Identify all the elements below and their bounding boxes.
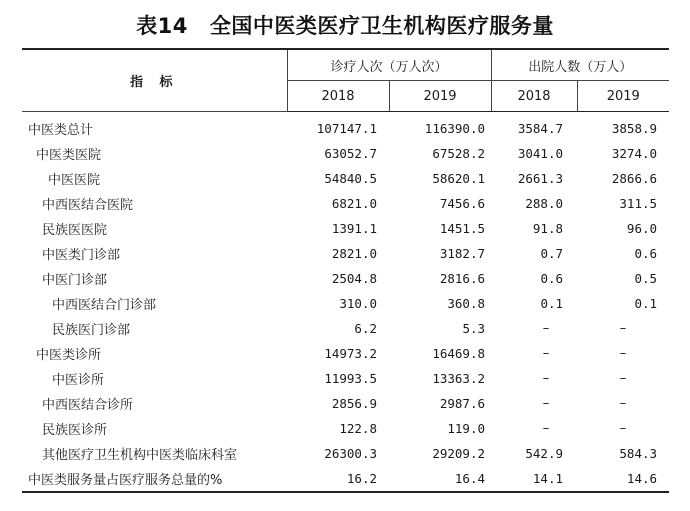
table-row	[22, 316, 669, 341]
cell-visits-2018: 11993.5	[324, 371, 377, 386]
table-row	[22, 291, 669, 316]
cell-discharges-2019: –	[619, 371, 627, 386]
year-header-visits-2018: 2018	[287, 81, 389, 112]
table-row	[22, 441, 669, 466]
cell-discharges-2019: –	[619, 396, 627, 411]
cell-discharges-2019: 311.5	[619, 196, 658, 211]
service-volume-table	[22, 48, 669, 493]
cell-visits-2019: 2816.6	[439, 271, 486, 286]
row-label: 中医诊所	[52, 373, 105, 388]
table-body	[22, 112, 669, 493]
cell-visits-2018: 310.0	[339, 296, 377, 311]
table-row	[22, 216, 669, 241]
table-row	[22, 191, 669, 216]
cell-visits-2018: 14973.2	[324, 346, 377, 361]
cell-discharges-2018: 542.9	[525, 446, 564, 461]
row-label: 中医门诊部	[42, 273, 108, 288]
row-label: 中医类服务量占医疗服务总量的%	[22, 466, 287, 492]
cell-discharges-2018: 0.1	[540, 296, 564, 311]
cell-visits-2018: 63052.7	[324, 146, 377, 161]
cell-visits-2019: 1451.5	[439, 221, 486, 236]
cell-visits-2019: 29209.2	[432, 446, 486, 461]
cell-visits-2019: 67528.2	[432, 146, 486, 161]
cell-visits-2018: 107147.1	[316, 120, 377, 136]
cell-visits-2019: 2987.6	[439, 396, 486, 411]
table-row	[22, 112, 669, 142]
row-label: 民族医医院	[42, 223, 108, 238]
table-caption: 全国中医类医疗卫生机构医疗服务量	[209, 14, 554, 38]
cell-visits-2018: 2504.8	[331, 271, 377, 286]
row-label: 中医类诊所	[36, 348, 102, 363]
cell-visits-2018: 54840.5	[324, 171, 377, 186]
cell-discharges-2019: 584.3	[619, 446, 658, 461]
indicator-header: 指 标	[22, 49, 287, 112]
cell-discharges-2019: –	[619, 421, 627, 436]
cell-discharges-2018: –	[542, 371, 550, 386]
table-title	[0, 10, 690, 40]
table-row	[22, 141, 669, 166]
cell-visits-2018: 1391.1	[331, 221, 377, 236]
cell-discharges-2018: 14.1	[491, 466, 577, 492]
cell-discharges-2019: 3274.0	[611, 146, 658, 161]
table-number: 表14	[136, 14, 188, 38]
year-header-discharges-2019: 2019	[577, 81, 669, 112]
cell-discharges-2018: 3041.0	[517, 146, 564, 161]
row-label: 中医类医院	[36, 148, 102, 163]
cell-visits-2019: 3182.7	[439, 246, 486, 261]
cell-visits-2018: 26300.3	[324, 446, 377, 461]
table-row	[22, 241, 669, 266]
cell-discharges-2018: –	[542, 421, 550, 436]
cell-discharges-2019: 96.0	[626, 221, 658, 236]
cell-discharges-2018: 0.6	[540, 271, 564, 286]
cell-visits-2019: 16.4	[389, 466, 491, 492]
table-header	[22, 49, 669, 112]
cell-visits-2019: 7456.6	[439, 196, 486, 211]
cell-visits-2018: 6.2	[354, 321, 377, 336]
table-row	[22, 341, 669, 366]
cell-visits-2019: 16469.8	[432, 346, 486, 361]
cell-discharges-2018: 2661.3	[517, 171, 564, 186]
cell-visits-2019: 360.8	[447, 296, 486, 311]
cell-visits-2019: 13363.2	[432, 371, 486, 386]
cell-discharges-2019: –	[619, 346, 627, 361]
row-label: 民族医门诊部	[52, 323, 131, 338]
row-label: 中西医结合门诊部	[52, 298, 157, 313]
row-label: 民族医诊所	[42, 423, 108, 438]
cell-discharges-2019: 0.6	[634, 246, 658, 261]
table-row	[22, 391, 669, 416]
cell-visits-2019: 116390.0	[424, 120, 486, 136]
table-row	[22, 416, 669, 441]
visits-group-header: 诊疗人次（万人次）	[287, 49, 491, 81]
row-label: 中西医结合医院	[42, 198, 134, 213]
cell-visits-2018: 2856.9	[331, 396, 377, 411]
cell-discharges-2019: 2866.6	[611, 171, 658, 186]
cell-visits-2019: 58620.1	[432, 171, 486, 186]
cell-visits-2018: 122.8	[339, 421, 377, 436]
cell-discharges-2018: –	[542, 321, 550, 336]
cell-discharges-2019: 0.1	[634, 296, 658, 311]
table-row	[22, 166, 669, 191]
cell-discharges-2018: 288.0	[525, 196, 564, 211]
table-row	[22, 466, 669, 492]
cell-discharges-2018: 3584.7	[517, 120, 564, 136]
cell-discharges-2019: –	[619, 321, 627, 336]
row-label: 中医类总计	[28, 122, 94, 138]
cell-visits-2018: 6821.0	[331, 196, 377, 211]
cell-discharges-2019: 14.6	[577, 466, 669, 492]
cell-discharges-2018: –	[542, 346, 550, 361]
row-label: 中医类门诊部	[42, 248, 121, 263]
cell-discharges-2019: 0.5	[634, 271, 658, 286]
cell-visits-2019: 119.0	[447, 421, 486, 436]
row-label: 其他医疗卫生机构中医类临床科室	[42, 448, 238, 463]
discharges-group-header: 出院人数（万人）	[491, 49, 669, 81]
cell-discharges-2018: 91.8	[532, 221, 564, 236]
row-label: 中西医结合诊所	[42, 398, 134, 413]
cell-discharges-2018: 0.7	[540, 246, 564, 261]
cell-visits-2018: 16.2	[287, 466, 389, 492]
cell-discharges-2019: 3858.9	[611, 120, 658, 136]
cell-visits-2019: 5.3	[462, 321, 486, 336]
table-row	[22, 266, 669, 291]
cell-visits-2018: 2821.0	[331, 246, 377, 261]
table-row	[22, 366, 669, 391]
year-header-visits-2019: 2019	[389, 81, 491, 112]
cell-discharges-2018: –	[542, 396, 550, 411]
year-header-discharges-2018: 2018	[491, 81, 577, 112]
row-label: 中医医院	[48, 173, 101, 188]
